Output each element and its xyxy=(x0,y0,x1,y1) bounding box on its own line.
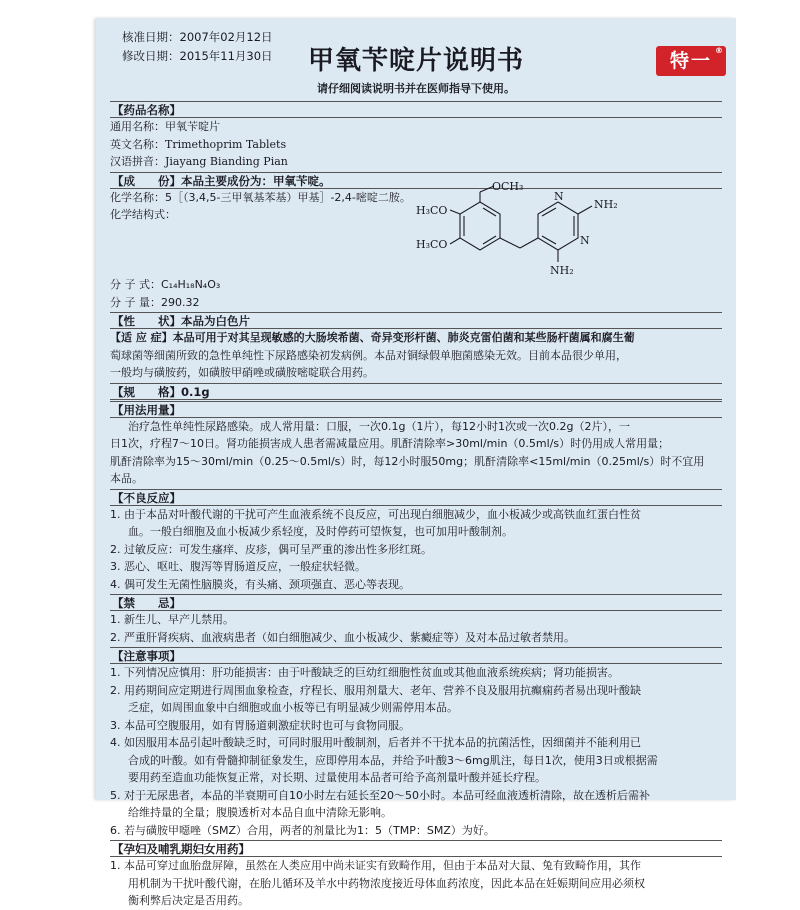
section-heading-drug-name: 【药品名称】 xyxy=(110,101,722,118)
indications-line: 【适 应 症】本品可用于对其呈现敏感的大肠埃希菌、奇异变形杆菌、肺炎克雷伯菌和某些肠杆菌属和腐生葡 xyxy=(110,331,635,344)
precaution-item: 合成的叶酸。如有骨髓抑制征象发生，应即停用本品，并给予叶酸3～6mg肌注，每日1次，使用3日或根据需 xyxy=(128,753,658,767)
precaution-item: 3. 本品可空腹服用，如有胃肠道刺激症状时也可与食物同服。 xyxy=(110,718,410,732)
pinyin-name: 汉语拼音：Jiayang Bianding Pian xyxy=(110,155,288,168)
section-heading-appearance: 【性 状】本品为白色片 xyxy=(110,312,722,329)
structure-label: 化学结构式： xyxy=(110,208,176,221)
pregnancy-item: 1. 本品可穿过血胎盘屏障，虽然在人类应用中尚未证实有致畸作用，但由于本品对大鼠、兔有致畸作用，其作 xyxy=(110,859,641,872)
precautions-list xyxy=(110,664,722,839)
page-subtitle: 请仔细阅读说明书并在医师指导下使用。 xyxy=(317,82,515,95)
dosage-line: 肌酐清除率为15～30ml/min（0.25～0.5ml/s）时，每12小时服50mg；肌酐清除率<15ml/min（0.25ml/s）时不宜用 xyxy=(110,454,705,468)
leaflet-header xyxy=(96,18,736,98)
generic-name: 通用名称：甲氧苄啶片 xyxy=(110,120,220,133)
pregnancy-item: 用机制为干扰叶酸代谢，在胎儿循环及羊水中药物浓度接近母体血药浓度，因此本品在妊娠期间应用必须权 xyxy=(128,876,645,890)
section-heading-adverse: 【不良反应】 xyxy=(110,489,722,506)
adverse-list xyxy=(110,506,722,594)
precaution-item: 6. 若与磺胺甲噁唑（SMZ）合用，两者的剂量比为1：5（TMP：SMZ）为好。 xyxy=(110,823,495,837)
dosage-line: 治疗急性单纯性尿路感染。成人常用量：口服，一次0.1g（1片），每12小时1次或一次0.2g（2片），一 xyxy=(128,419,630,433)
dosage-line: 本品。 xyxy=(110,472,143,485)
section-heading-precautions: 【注意事项】 xyxy=(110,647,722,664)
molecular-formula: 分 子 式：C₁₄H₁₈N₄O₃ xyxy=(110,278,221,291)
section-heading-dosage: 【用法用量】 xyxy=(110,401,722,418)
precaution-item: 乏症，如周围血象中白细胞或血小板等已有明显减少则需停用本品。 xyxy=(128,701,458,714)
indications-block xyxy=(110,329,722,382)
nh2-right-label: NH₂ xyxy=(594,198,618,211)
english-name: 英文名称：Trimethoprim Tablets xyxy=(110,137,287,151)
dosage-block xyxy=(110,418,722,488)
adverse-item: 3. 恶心、呕吐、腹泻等胃肠道反应，一般症状轻微。 xyxy=(110,560,366,573)
brand-logo xyxy=(656,46,726,76)
section-heading-ingredients: 【成 份】本品主要成份为：甲氧苄啶。 xyxy=(110,172,722,189)
precaution-item: 4. 如因服用本品引起叶酸缺乏时，可同时服用叶酸制剂，后者并不干扰本品的抗菌活性，因细菌并不能利用已 xyxy=(110,736,641,749)
approve-date: 核准日期：2007年02月12日 xyxy=(122,30,273,44)
section-heading-spec: 【规 格】0.1g xyxy=(110,383,722,400)
adverse-item: 血。一般白细胞及血小板减少系轻度，及时停药可望恢复，也可加用叶酸制剂。 xyxy=(128,525,513,538)
adverse-item: 1. 由于本品对叶酸代谢的干扰可产生血液系统不良反应，可出现白细胞减少，血小板减少或高铁血红蛋白性贫 xyxy=(110,507,641,521)
och3-top-label: OCH₃ xyxy=(492,180,524,193)
brand-text: 特一 xyxy=(669,50,712,72)
leaflet-body xyxy=(110,100,722,910)
pregnancy-list xyxy=(110,857,722,910)
contra-item: 2. 严重肝肾疾病、血液病患者（如白细胞减少、血小板减少、紫癜症等）及对本品过敏者禁用。 xyxy=(110,630,575,644)
precaution-item: 2. 用药期间应定期进行周围血象检查，疗程长、服用剂量大、老年、营养不良及服用抗癫痫药者易出现叶酸缺 xyxy=(110,683,641,697)
registered-mark: ® xyxy=(715,46,725,55)
chemical-structure-diagram xyxy=(410,182,650,282)
adverse-item: 4. 偶可发生无菌性脑膜炎，有头痛、颈项强直、恶心等表现。 xyxy=(110,577,410,591)
pregnancy-item: 衡利弊后决定是否用药。 xyxy=(128,894,249,907)
nh2-bottom-label: NH₂ xyxy=(550,264,574,277)
pyrimidine-n1-label: N xyxy=(554,190,564,203)
precaution-item: 要用药至造血功能恢复正常，对长期、过量使用本品者可给予高剂量叶酸并延长疗程。 xyxy=(128,771,546,784)
molecular-weight: 分 子 量：290.32 xyxy=(110,295,200,309)
section-heading-pregnancy: 【孕妇及哺乳期妇女用药】 xyxy=(110,840,722,857)
contra-item: 1. 新生儿、早产儿禁用。 xyxy=(110,613,234,626)
precaution-item: 给维持量的全量；腹膜透析对本品自血中清除无影响。 xyxy=(128,806,392,819)
h3co-bottom-label: H₃CO xyxy=(416,238,448,251)
dosage-line: 日1次，疗程7～10日。肾功能损害成人患者需减量应用。肌酐清除率>30ml/min（0.5ml/s）时仍用成人常用量； xyxy=(110,437,670,450)
indications-line: 萄球菌等细菌所致的急性单纯性下尿路感染初发病例。本品对铜绿假单胞菌感染无效。目前本品很少单用， xyxy=(110,348,627,362)
precaution-item: 1. 下列情况应慎用：肝功能损害：由于叶酸缺乏的巨幼红细胞性贫血或其他血液系统疾病；肾功能损害。 xyxy=(110,666,619,679)
revise-date: 修改日期：2015年11月30日 xyxy=(122,49,273,63)
precaution-item: 5. 对于无尿患者，本品的半衰期可自10小时左右延长至20～50小时。本品可经血液透析清除，故在透析后需补 xyxy=(110,788,650,802)
h3co-mid-label: H₃CO xyxy=(416,204,448,217)
contra-list xyxy=(110,611,722,646)
indications-line: 一般均与磺胺药，如磺胺甲硝唑或磺胺嘧啶联合用药。 xyxy=(110,366,374,379)
adverse-item: 2. 过敏反应：可发生瘙痒、皮疹，偶可呈严重的渗出性多形红斑。 xyxy=(110,542,432,556)
page-title: 甲氧苄啶片说明书 xyxy=(307,46,524,76)
chemical-name: 化学名称：5［（3,4,5-三甲氧基苯基）甲基］-2,4-嘧啶二胺。 xyxy=(110,190,411,204)
section-heading-contraindications: 【禁 忌】 xyxy=(110,594,722,611)
leaflet-page xyxy=(96,18,736,907)
pyrimidine-n2-label: N xyxy=(580,234,590,247)
